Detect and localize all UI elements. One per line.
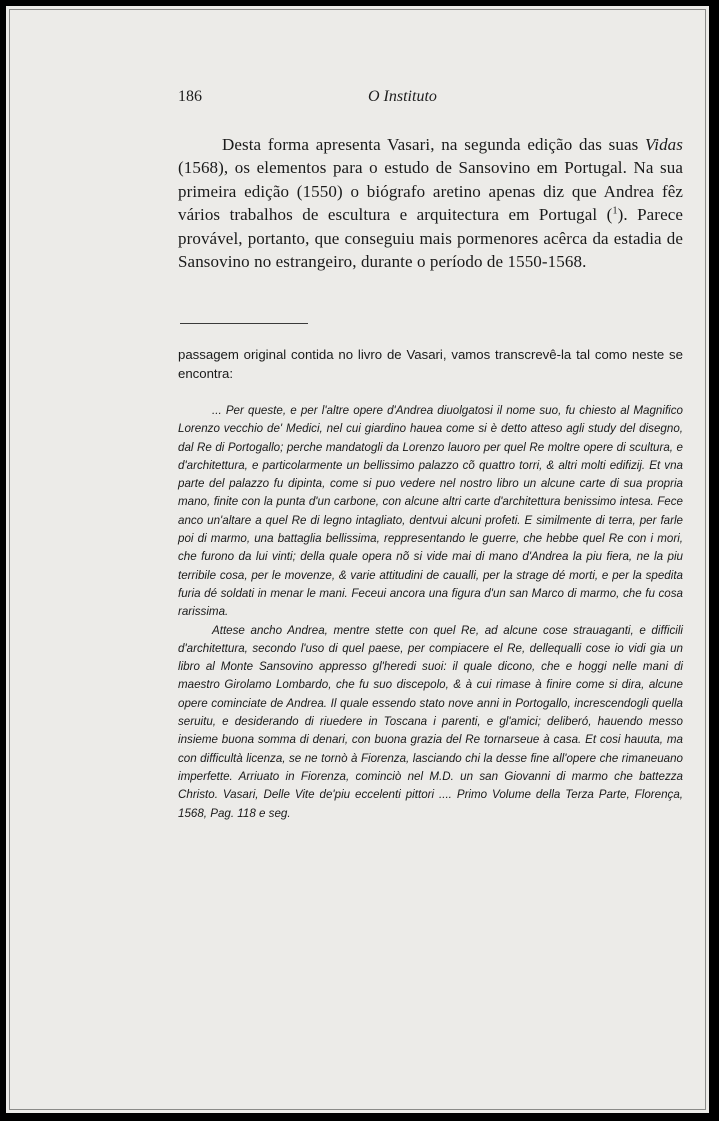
quote-paragraph-1: ... Per queste, e per l'altre opere d'Andrea diuolgatosi il nome suo, fu chiesto al Magnifico Lorenzo vecchio de' Medici, nel cui giardino hauea come si è detto atteso agli study del disegno, dal Re di Portogallo; perche mandatogli da Lorenzo lauoro per quel Re moltre opere di scultura, e d'architettura, e particolarmente un bellissimo palazzo cõ quattro torri, & altri molti edifizij. Et vna parte del palazzo fu dipinta, come si puo vedere nel nostro libro un alcune carte di sua propria mano, finite con la punta d'un carbone, con alcune altri carte d'architettura benissimo intesa. Fece anco un'altare a quel Re di legno intagliato, dentvui alcuni profeti. E similmente di terra, per farle poi di marmo, una battaglia bellissima, reppresentando le guerre, che hebbe quel Re con i mori, che furono da lui vinti; della quale opera nõ si vide mai di mano d'Andrea la piu fiera, ne la piu terribile cosa, per le movenze, & varie attitudini de caualli, per la strage dé morti, e per la spedita furia dé soldati in menar le mani. Feceui ancora una figura d'un san Marco di marmo, che fu cosa rarissima. xyxy=(178,404,683,619)
main-text-part-2: (1568), os elementos para o estudo de Sansovino em Portugal. Na sua primeira edição (1550) o biógrafo aretino apenas diz que Andrea fêz vários trabalhos de escultura e arquitectura em Portugal ( xyxy=(178,158,683,225)
running-title: O Instituto xyxy=(368,88,437,105)
vidas-title: Vidas xyxy=(645,135,683,154)
footnote-separator xyxy=(180,323,308,324)
page-header xyxy=(178,88,683,110)
main-paragraph xyxy=(178,133,683,273)
footnote-reference: 1 xyxy=(612,205,618,217)
main-text-part-1: Desta forma apresenta Vasari, na segunda edição das suas xyxy=(222,135,646,154)
vasari-quotation xyxy=(178,402,683,823)
book-page xyxy=(6,6,709,1113)
quote-paragraph-2: Attese ancho Andrea, mentre stette con quel Re, ad alcune cose strauaganti, e difficili d'architettura, secondo l'uso di quel paese, per compiacere el Re, dellequalli cose io vidi gia un libro al Monte Sansovino appresso gl'heredi suoi: il quale dicono, che e hoggi nelle mani di maestro Girolamo Lombardo, che fu suo discepolo, & à cui rimase à finire come si dira, alcune opere cominciate de Andrea. Il quale essendo stato nove anni in Portogallo, increscendogli quella seruitu, e desiderando di riuedere in Toscana i parenti, e gl'amici; deliberó, hauendo messo insieme buona somma di denari, con buona grazia del Re tornarseue à casa. Et cosi hauuta, ma con difficultà licenza, se ne tornò à Fiorenza, lasciando chi la desse fine all'opere che rimaneuano imperfette. Arriuato in Fiorenza, cominciò nel M.D. un san Giovanni di marmo che battezza Christo. Vasari, Delle Vite de'piu eccelenti pittori .... Primo Volume della Terza Parte, Florença, 1568, Pag. 118 e seg. xyxy=(178,623,683,820)
main-text-part-3: ). Parece provável, portanto, que conseguiu mais pormenores acêrca da estadia de Sansovino no estrangeiro, durante o período de 1550-1568. xyxy=(178,205,683,272)
page-number: 186 xyxy=(178,88,202,105)
footnote-intro: passagem original contida no livro de Vasari, vamos transcrevê-la tal como neste se encontra: xyxy=(178,347,683,381)
